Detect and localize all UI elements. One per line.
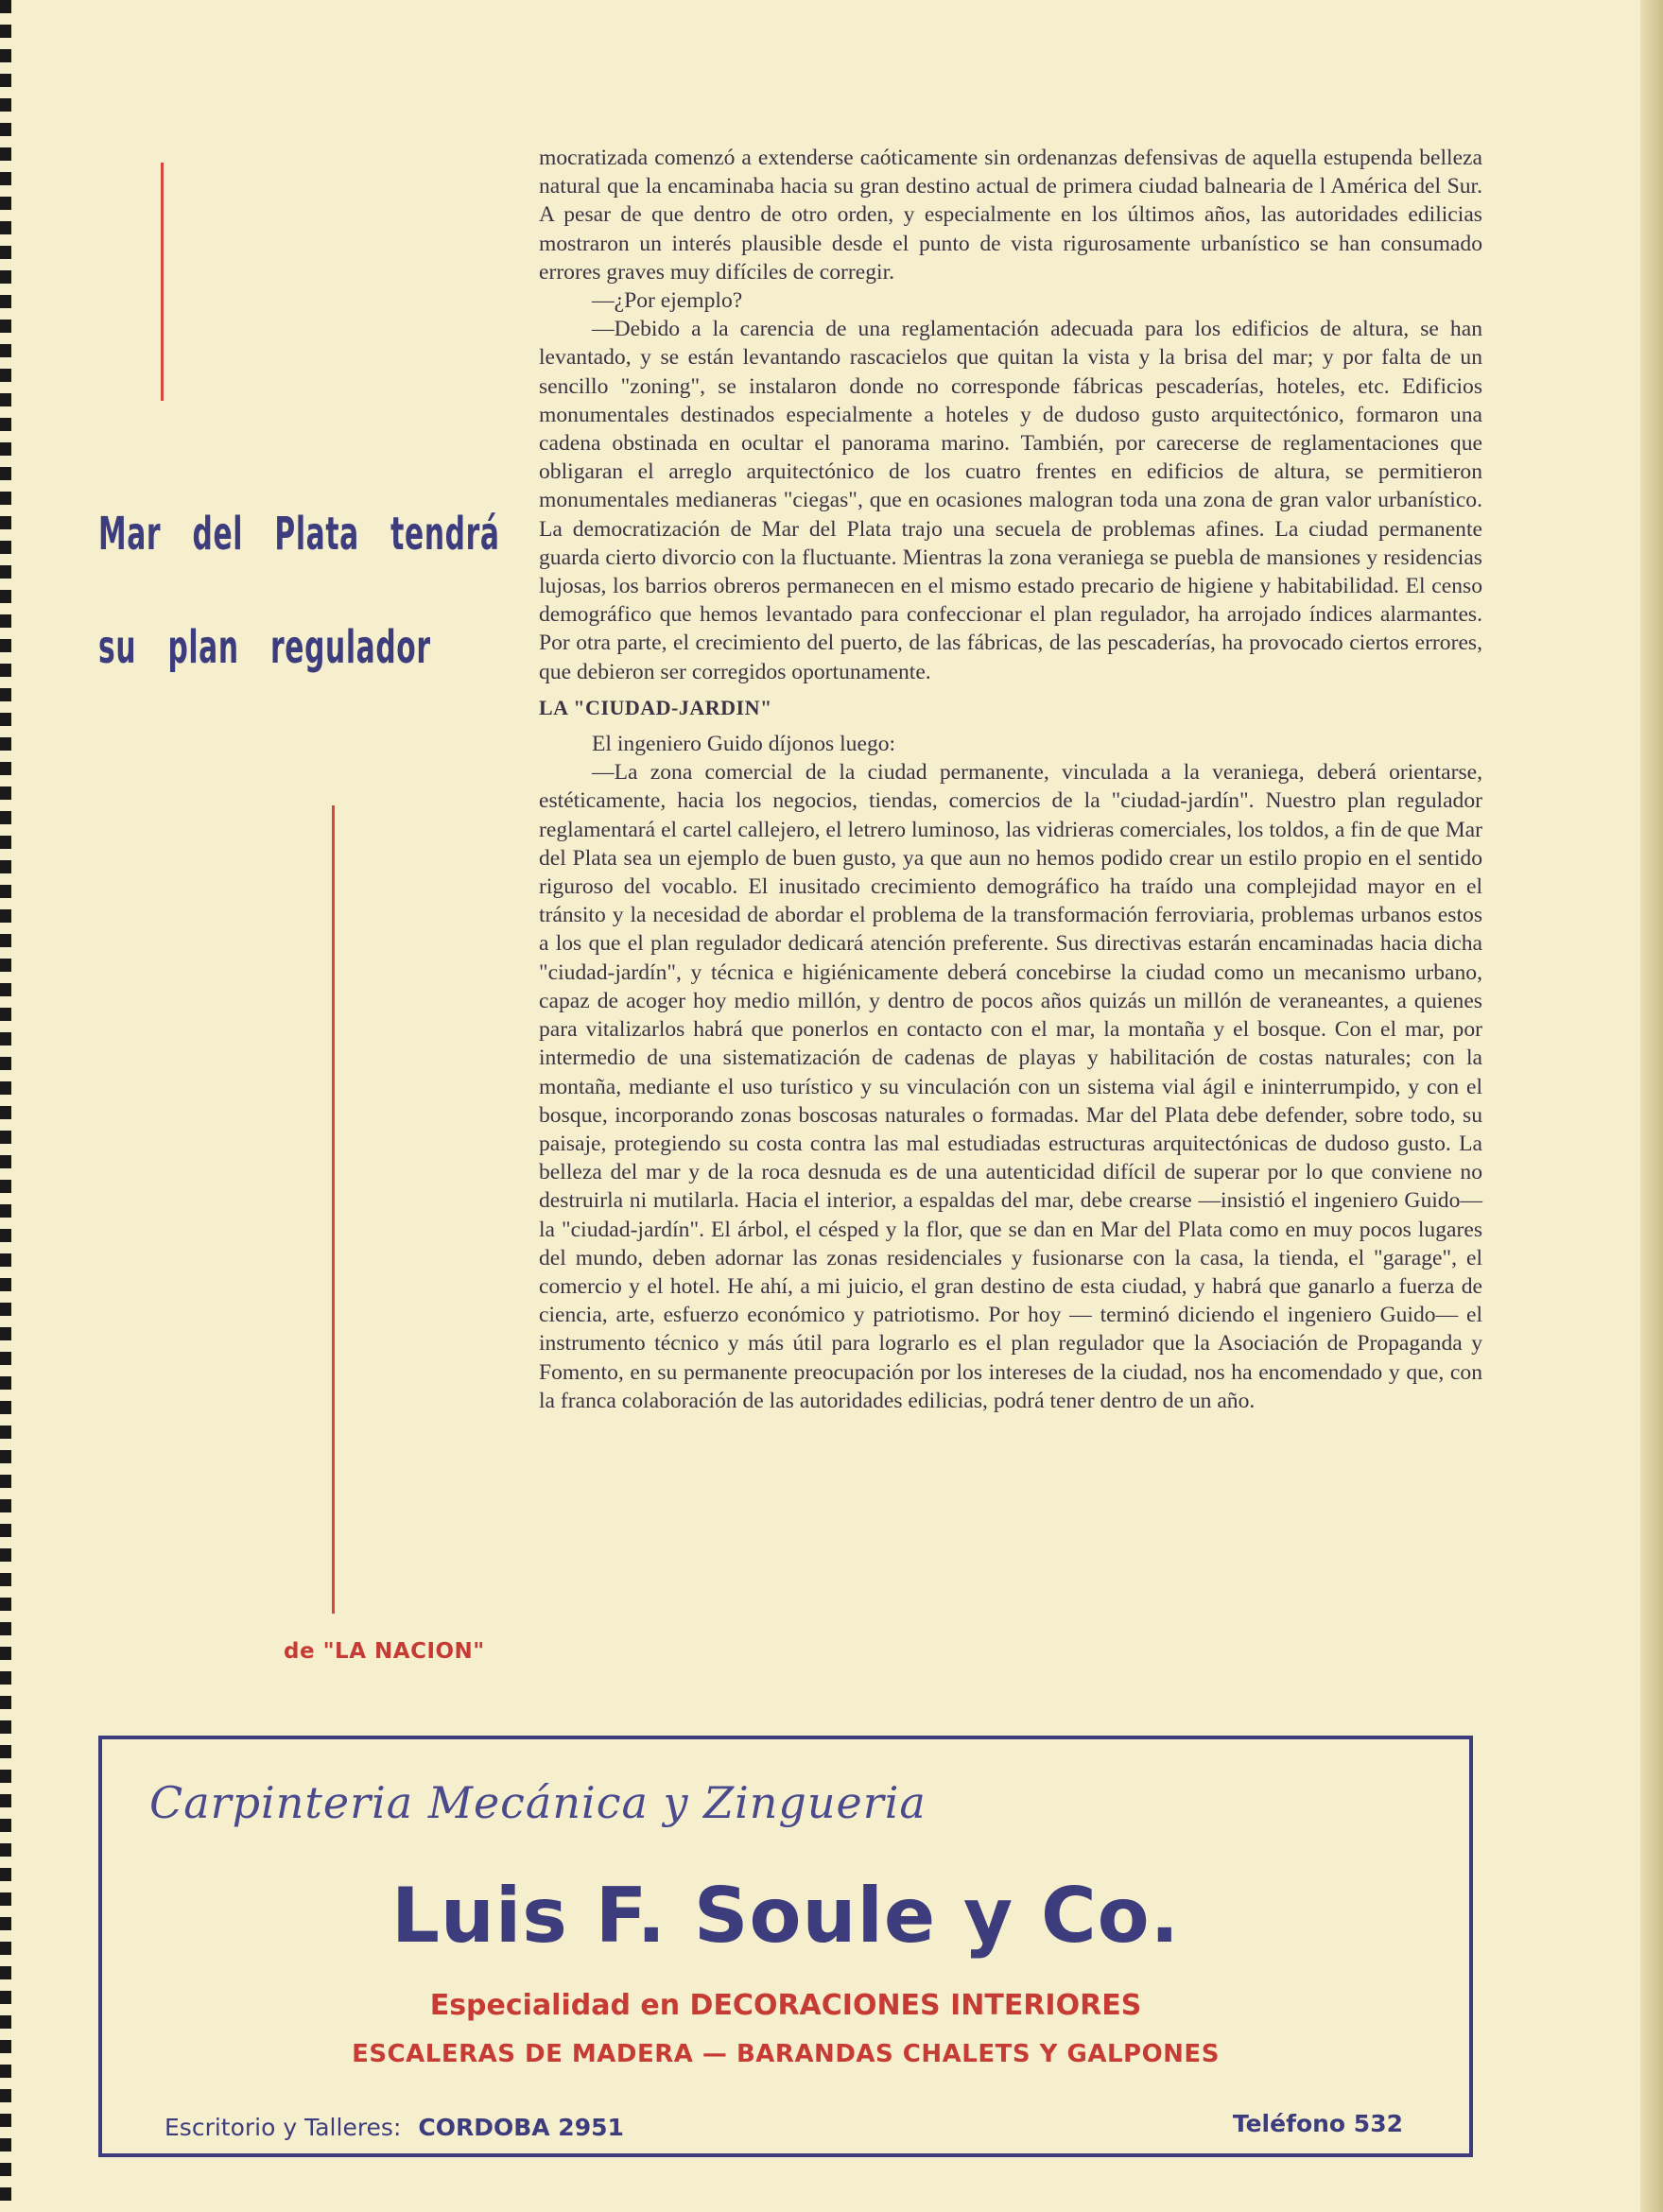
page-edge-shadow (1640, 0, 1663, 2212)
article-headline (98, 477, 500, 704)
advertisement-box (98, 1736, 1473, 2157)
ad-address (165, 2114, 624, 2141)
ad-company-name: Luis F. Soule y Co. (390, 1872, 1181, 1960)
headline-line-1: Mar del Plata tendrá (98, 508, 500, 561)
ad-phone: Teléfono 532 (1232, 2110, 1403, 2137)
ad-specialty: Especialidad en DECORACIONES INTERIORES (429, 1989, 1142, 2022)
article-subhead: LA "CIUDAD-JARDIN" (539, 695, 772, 719)
red-rule-bottom (332, 805, 335, 1614)
red-rule-top (161, 163, 164, 401)
article-paragraph: El ingeniero Guido díjonos luego: (592, 732, 896, 757)
ad-address-value: CORDOBA 2951 (418, 2114, 624, 2141)
ad-address-label: Escritorio y Talleres: (165, 2114, 402, 2141)
article-paragraph: mocratizada comenzó a extenderse caóticamente sin ordenanzas defensivas de aquella estupenda belleza natural que la encaminaba hacia su gran destino actual de primera ciudad balnearia de l América del Sur. A pesar de que dentro de otro orden, y especialmente en los últimos años, las autoridades edilicias mostraron un interés plausible desde el punto de vista rigurosamente urbanístico se han consumado errores graves muy difíciles de corregir. (539, 146, 1482, 285)
article-paragraph: —La zona comercial de la ciudad permanente, vinculada a la veraniega, deberá orientarse, estéticamente, hacia los negocios, tiendas, comercios de la "ciudad-jardín". Nuestro plan regulador reglamentará el cartel callejero, el letrero luminoso, las vidrieras comerciales, los toldos, a fin de que Mar del Plata sea un ejemplo de buen gusto, ya que aun no hemos podido crear un estilo propio en el sentido riguroso del vocablo. El inusitado crecimiento demográfico ha traído una complejidad mayor en el tránsito y la necesidad de abordar el problema de la transformación ferroviaria, problemas urbanos estos a los que el plan regulador dedicará atención preferente. Sus directivas estarán encaminadas hacia dicha "ciudad-jardín", y técnica e higiénicamente deberá concebirse la ciudad como un mecanismo urbano, capaz de acoger hoy medio millón, y dentro de pocos años quizás un millón de veraneantes, a quienes para vitalizarlos habrá que ponerlos en contacto con el mar, la montaña y el bosque. Con el mar, por intermedio de una sistematización de cadenas de playas y habilitación de costas naturales; con la montaña, mediante el uso turístico y su vinculación con un sistema vial ágil e ininterrumpido, y con el bosque, incorporando zonas boscosas naturales o formadas. Mar del Plata debe defender, sobre todo, su paisaje, protegiendo su costa contra las mal estudiadas estructuras arquitectónicas de dudoso gusto. La belleza del mar y de la roca desnuda es de una autenticidad difícil de superar por lo que conviene no destruirla ni mutilarla. Hacia el interior, a espaldas del mar, debe crearse —insistió el ingeniero Guido— la "ciudad-jardín". El árbol, el césped y la flor, que se dan en Mar del Plata como en muy pocos lugares del mundo, deben adornar las zonas residenciales y fusionarse con la casa, la tienda, el "garage", el comercio y el hotel. He ahí, a mi juicio, el gran destino de esta ciudad, y habrá que ganarlo a fuerza de ciencia, arte, esfuerzo económico y patriotismo. Por hoy — terminó diciendo el ingeniero Guido— el instrumento técnico y más útil para lograrlo es el plan regulador que la Asociación de Propaganda y Fomento, en su permanente preocupación por los intereses de la ciudad, nos ha encomendado y que, con la franca colaboración de las autoridades edilicias, podrá tener dentro de un año. (539, 760, 1482, 1413)
article-paragraph: —Debido a la carencia de una reglamentación adecuada para los edificios de altura, se han levantado, y se están levantando rascacielos que quitan la vista y la brisa del mar; y por falta de un sencillo "zoning", se instalaron donde no corresponde fábricas pescaderías, hoteles, etc. Edificios monumentales destinados especialmente a hoteles y de dudoso gusto arquitectónico, formaron una cadena obstinada en ocultar el panorama marino. También, por carecerse de reglamentaciones que obligaran el arreglo arquitectónico de los cuatro frentes en edificios de altura, se permitieron monumentales medianeras "ciegas", que en ocasiones malogran toda una zona de gran valor urbanístico. La democratización de Mar del Plata trajo una secuela de problemas afines. La ciudad permanente guarda cierto divorcio con la fluctuante. Mientras la zona veraniega se puebla de mansiones y residencias lujosas, los barrios obreros permanecen en el mismo estado precario de higiene y habitabilidad. El censo demográfico que hemos levantado para confeccionar el plan regulador, ha arrojado índices alarmantes. Por otra parte, el crecimiento del puerto, de las fábricas, de las pescaderías, ha provocado ciertos errores, que debieron ser corregidos oportunamente. (539, 317, 1482, 684)
ad-products: ESCALERAS DE MADERA — BARANDAS CHALETS Y GALPONES (352, 2040, 1220, 2068)
source-credit: de "LA NACION" (284, 1639, 485, 1664)
article-body (539, 144, 1482, 1415)
ad-tagline: Carpinteria Mecánica y Zingueria (149, 1777, 927, 1828)
headline-line-2: su plan regulador (98, 621, 431, 674)
spiral-binding (0, 0, 11, 2212)
article-paragraph: —¿Por ejemplo? (592, 288, 743, 314)
